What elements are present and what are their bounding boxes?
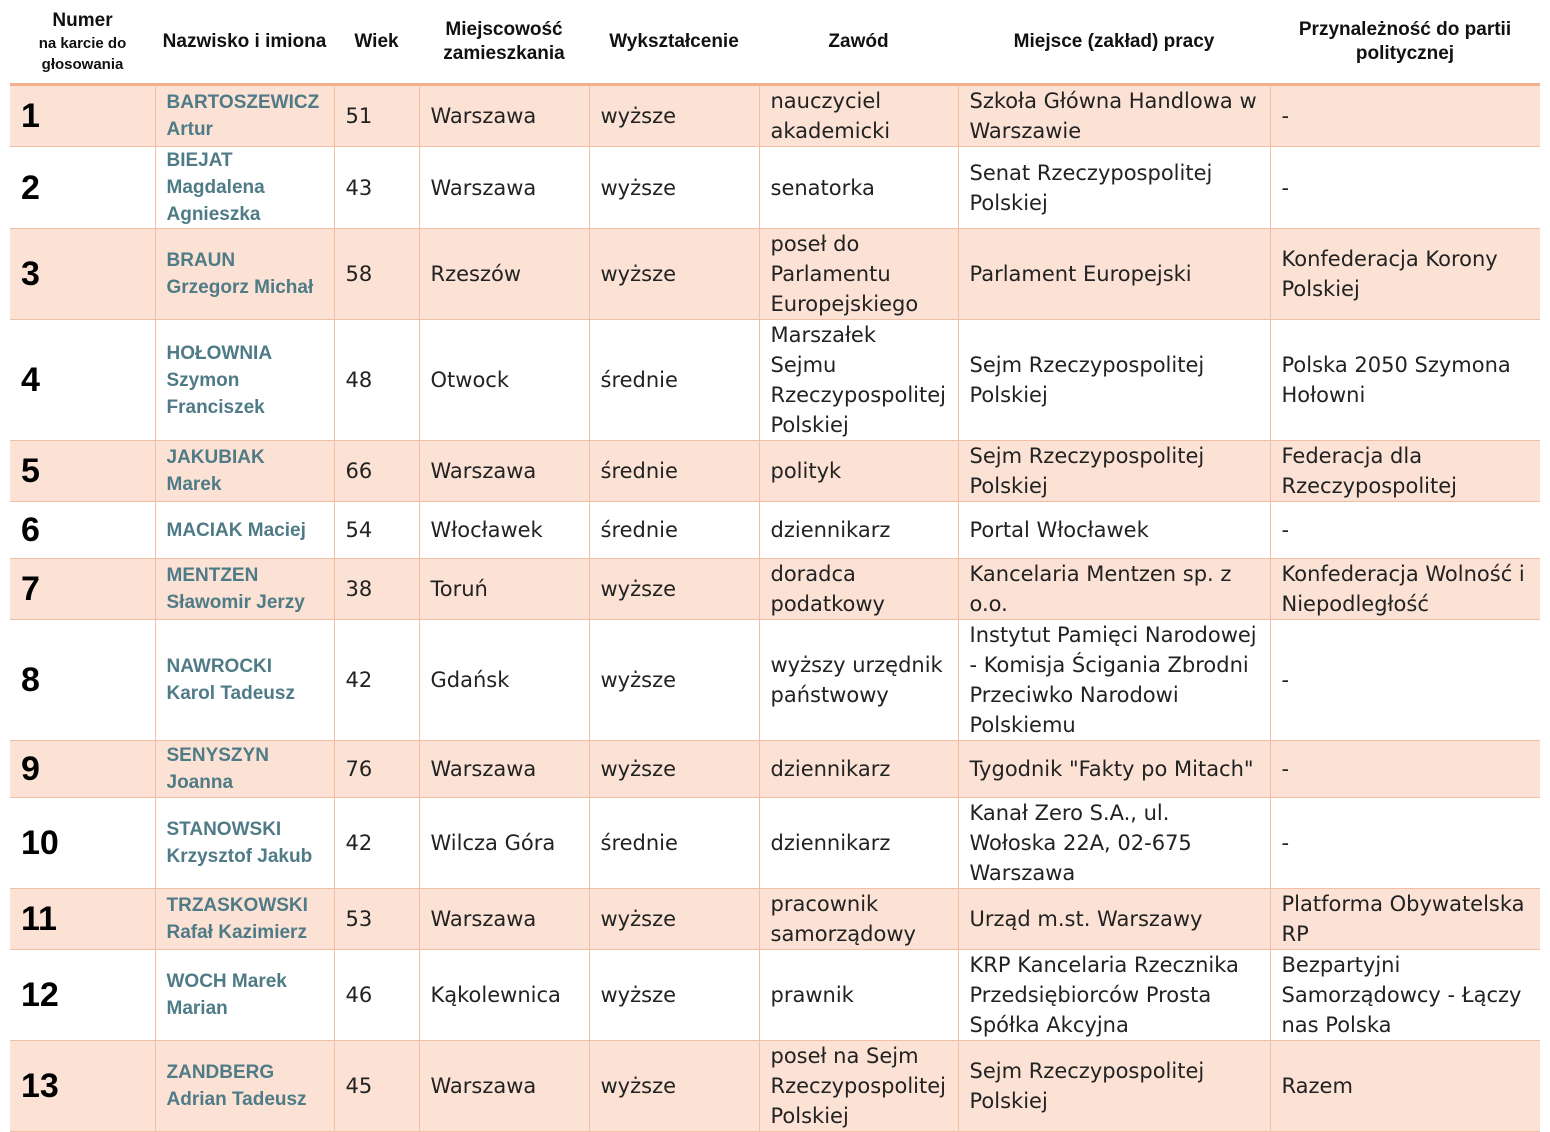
candidate-number: 11 [10, 889, 155, 950]
candidate-profession: poseł do Parlamentu Europejskiego [759, 229, 958, 320]
candidate-name: HOŁOWNIA Szymon Franciszek [155, 320, 334, 441]
candidate-name: ZANDBERG Adrian Tadeusz [155, 1041, 334, 1132]
candidate-education: wyższe [589, 147, 759, 229]
candidate-age: 76 [334, 741, 419, 798]
header-workplace: Miejsce (zakład) pracy [958, 0, 1270, 85]
candidate-name: TRZASKOWSKI Rafał Kazimierz [155, 889, 334, 950]
candidate-age: 45 [334, 1041, 419, 1132]
candidate-name: NAWROCKI Karol Tadeusz [155, 620, 334, 741]
candidate-number: 10 [10, 798, 155, 889]
candidate-age: 46 [334, 950, 419, 1041]
candidate-education: średnie [589, 320, 759, 441]
candidate-age: 42 [334, 620, 419, 741]
candidate-residence: Warszawa [419, 1041, 589, 1132]
candidate-residence: Kąkolewnica [419, 950, 589, 1041]
candidate-workplace: Sejm Rzeczypospolitej Polskiej [958, 320, 1270, 441]
candidate-profession: senatorka [759, 147, 958, 229]
candidate-age: 42 [334, 798, 419, 889]
candidate-number: 8 [10, 620, 155, 741]
candidate-name: MENTZEN Sławomir Jerzy [155, 559, 334, 620]
candidate-residence: Warszawa [419, 85, 589, 147]
candidate-age: 66 [334, 441, 419, 502]
candidate-party: Bezpartyjni Samorządowcy - Łączy nas Polska [1270, 950, 1540, 1041]
candidate-number: 13 [10, 1041, 155, 1132]
candidate-workplace: Parlament Europejski [958, 229, 1270, 320]
header-number-main: Numer [52, 9, 113, 31]
candidate-number: 6 [10, 502, 155, 559]
candidate-profession: poseł na Sejm Rzeczypospolitej Polskiej [759, 1041, 958, 1132]
candidate-profession: polityk [759, 441, 958, 502]
candidate-party: Konfederacja Korony Polskiej [1270, 229, 1540, 320]
candidate-education: wyższe [589, 950, 759, 1041]
candidate-party: Konfederacja Wolność i Niepodległość [1270, 559, 1540, 620]
candidate-party: Polska 2050 Szymona Hołowni [1270, 320, 1540, 441]
candidate-profession: doradca podatkowy [759, 559, 958, 620]
candidate-workplace: Tygodnik "Fakty po Mitach" [958, 741, 1270, 798]
candidate-education: średnie [589, 502, 759, 559]
candidate-number: 9 [10, 741, 155, 798]
candidate-party: Platforma Obywatelska RP [1270, 889, 1540, 950]
candidate-name: BIEJAT Magdalena Agnieszka [155, 147, 334, 229]
candidate-residence: Warszawa [419, 441, 589, 502]
candidate-workplace: Instytut Pamięci Narodowej - Komisja Ścigania Zbrodni Przeciwko Narodowi Polskiemu [958, 620, 1270, 741]
candidate-profession: Marszałek Sejmu Rzeczypospolitej Polskiej [759, 320, 958, 441]
table-row [10, 147, 1540, 229]
candidate-party: - [1270, 741, 1540, 798]
candidate-name: STANOWSKI Krzysztof Jakub [155, 798, 334, 889]
header-residence: Miejscowość zamieszkania [419, 0, 589, 85]
candidate-workplace: Szkoła Główna Handlowa w Warszawie [958, 85, 1270, 147]
table-row [10, 620, 1540, 741]
candidate-name: BRAUN Grzegorz Michał [155, 229, 334, 320]
candidate-party: - [1270, 147, 1540, 229]
candidate-name: JAKUBIAK Marek [155, 441, 334, 502]
table-row [10, 320, 1540, 441]
candidate-profession: dziennikarz [759, 741, 958, 798]
candidate-education: wyższe [589, 85, 759, 147]
table-row [10, 950, 1540, 1041]
candidate-education: średnie [589, 441, 759, 502]
candidate-number: 4 [10, 320, 155, 441]
candidate-workplace: Sejm Rzeczypospolitej Polskiej [958, 1041, 1270, 1132]
candidate-workplace: Senat Rzeczypospolitej Polskiej [958, 147, 1270, 229]
candidate-residence: Warszawa [419, 741, 589, 798]
candidate-name: SENYSZYN Joanna [155, 741, 334, 798]
candidate-residence: Gdańsk [419, 620, 589, 741]
candidate-profession: wyższy urzędnik państwowy [759, 620, 958, 741]
candidate-education: wyższe [589, 559, 759, 620]
candidate-workplace: KRP Kancelaria Rzecznika Przedsiębiorców Prosta Spółka Akcyjna [958, 950, 1270, 1041]
candidate-residence: Toruń [419, 559, 589, 620]
candidate-workplace: Kanał Zero S.A., ul. Wołoska 22A, 02-675 Warszawa [958, 798, 1270, 889]
candidate-number: 1 [10, 85, 155, 147]
candidate-age: 48 [334, 320, 419, 441]
candidate-profession: nauczyciel akademicki [759, 85, 958, 147]
candidate-number: 7 [10, 559, 155, 620]
candidate-education: wyższe [589, 620, 759, 741]
candidate-number: 5 [10, 441, 155, 502]
table-row [10, 559, 1540, 620]
candidate-residence: Wilcza Góra [419, 798, 589, 889]
candidate-profession: pracownik samorządowy [759, 889, 958, 950]
candidate-age: 54 [334, 502, 419, 559]
candidate-residence: Rzeszów [419, 229, 589, 320]
candidate-age: 58 [334, 229, 419, 320]
candidate-residence: Warszawa [419, 889, 589, 950]
header-education: Wykształcenie [589, 0, 759, 85]
table-body [10, 85, 1540, 1132]
candidate-education: wyższe [589, 1041, 759, 1132]
candidate-workplace: Urząd m.st. Warszawy [958, 889, 1270, 950]
candidate-workplace: Sejm Rzeczypospolitej Polskiej [958, 441, 1270, 502]
candidate-residence: Warszawa [419, 147, 589, 229]
candidates-table [10, 0, 1540, 1132]
candidate-residence: Otwock [419, 320, 589, 441]
header-party: Przynależność do partii politycznej [1270, 0, 1540, 85]
candidate-name: BARTOSZEWICZ Artur [155, 85, 334, 147]
candidate-education: wyższe [589, 229, 759, 320]
candidate-name: MACIAK Maciej [155, 502, 334, 559]
table-row [10, 229, 1540, 320]
candidate-age: 38 [334, 559, 419, 620]
table-row [10, 741, 1540, 798]
candidate-workplace: Portal Włocławek [958, 502, 1270, 559]
candidate-profession: dziennikarz [759, 502, 958, 559]
candidate-residence: Włocławek [419, 502, 589, 559]
header-age: Wiek [334, 0, 419, 85]
table-row [10, 1041, 1540, 1132]
candidate-workplace: Kancelaria Mentzen sp. z o.o. [958, 559, 1270, 620]
candidate-name: WOCH Marek Marian [155, 950, 334, 1041]
header-number [10, 0, 155, 85]
candidate-party: - [1270, 502, 1540, 559]
candidate-number: 3 [10, 229, 155, 320]
candidate-number: 2 [10, 147, 155, 229]
header-name: Nazwisko i imiona [155, 0, 334, 85]
candidate-party: - [1270, 620, 1540, 741]
candidate-party: Razem [1270, 1041, 1540, 1132]
table-row [10, 798, 1540, 889]
candidate-party: Federacja dla Rzeczypospolitej [1270, 441, 1540, 502]
candidate-party: - [1270, 798, 1540, 889]
table-row [10, 502, 1540, 559]
candidate-age: 43 [334, 147, 419, 229]
candidate-education: wyższe [589, 889, 759, 950]
candidate-education: średnie [589, 798, 759, 889]
candidate-party: - [1270, 85, 1540, 147]
candidate-education: wyższe [589, 741, 759, 798]
header-row [10, 0, 1540, 85]
candidate-age: 53 [334, 889, 419, 950]
table-row [10, 441, 1540, 502]
candidate-profession: prawnik [759, 950, 958, 1041]
header-profession: Zawód [759, 0, 958, 85]
table-row [10, 85, 1540, 147]
candidate-age: 51 [334, 85, 419, 147]
table-row [10, 889, 1540, 950]
candidate-profession: dziennikarz [759, 798, 958, 889]
candidate-number: 12 [10, 950, 155, 1041]
header-number-sub: na karcie do głosowania [38, 34, 127, 73]
